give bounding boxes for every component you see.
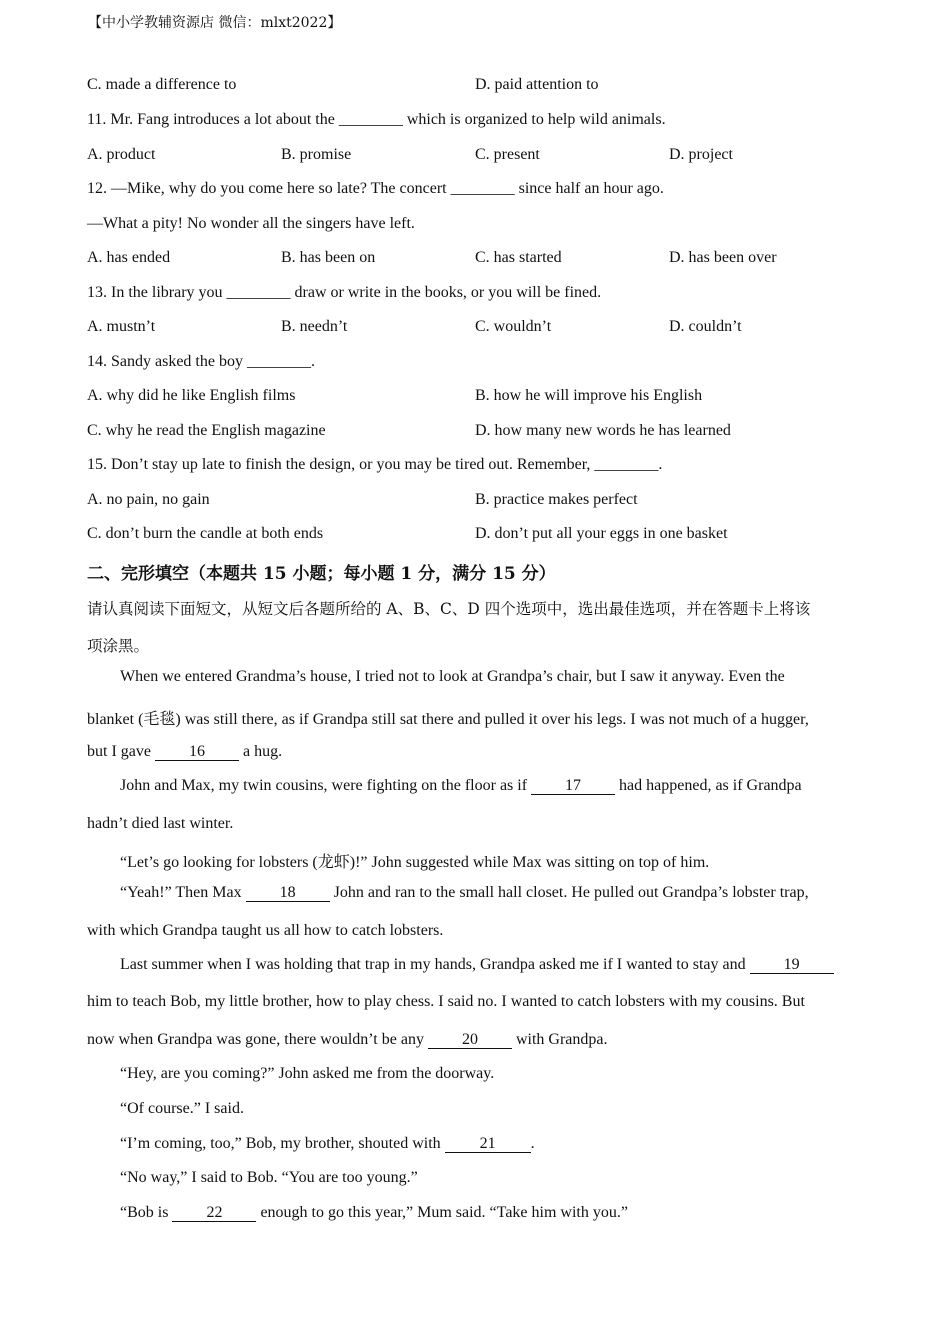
q11-option-a: A. product — [87, 146, 156, 163]
q12-option-d: D. has been over — [669, 249, 777, 266]
blank-18[interactable]: 18 — [246, 884, 330, 902]
q15-option-d: D. don’t put all your eggs in one basket — [475, 525, 728, 542]
passage-text: Last summer when I was holding that trap in my hands, Grandpa asked me if I wanted to stay and — [120, 956, 750, 973]
section-title: 二、完形填空（本题共 15 小题；每小题 1 分，满分 15 分） — [87, 564, 556, 584]
q11-option-c: C. present — [475, 146, 540, 163]
q14-option-b: B. how he will improve his English — [475, 387, 703, 404]
q13-option-c: C. wouldn’t — [475, 318, 552, 335]
q11-option-d: D. project — [669, 146, 733, 163]
passage-text: now when Grandpa was gone, there wouldn’t be any — [87, 1031, 428, 1048]
q14-option-c: C. why he read the English magazine — [87, 422, 326, 439]
passage-p9: “No way,” I said to Bob. “You are too young.” — [120, 1169, 418, 1186]
passage-text: “Bob is — [120, 1204, 173, 1221]
blank-21[interactable]: 21 — [445, 1135, 531, 1153]
q13-option-a: A. mustn’t — [87, 318, 156, 335]
passage-p1-line3 — [87, 743, 867, 761]
passage-p1-line1: When we entered Grandma’s house, I tried not to look at Grandpa’s chair, but I saw it anyway. Even the — [120, 668, 785, 685]
passage-text: . — [530, 1135, 535, 1152]
blank-17[interactable]: 17 — [531, 777, 615, 795]
q15-option-a: A. no pain, no gain — [87, 491, 210, 508]
passage-p7: “Of course.” I said. — [120, 1100, 244, 1117]
passage-p1-line2: blanket (毛毯) was still there, as if Grandpa still sat there and pulled it over his legs. I was not much of a hugger, — [87, 711, 809, 728]
passage-p6: “Hey, are you coming?” John asked me from the doorway. — [120, 1065, 495, 1082]
q15-option-b: B. practice makes perfect — [475, 491, 638, 508]
q11-option-b: B. promise — [281, 146, 352, 163]
passage-text: “I’m coming, too,” Bob, my brother, shouted with — [120, 1135, 445, 1152]
q14-stem: 14. Sandy asked the boy ________. — [87, 353, 315, 370]
q14-option-d: D. how many new words he has learned — [475, 422, 731, 439]
q15-option-c: C. don’t burn the candle at both ends — [87, 525, 324, 542]
passage-text: enough to go this year,” Mum said. “Take him with you.” — [256, 1204, 628, 1221]
page-header: 【中小学教辅资源店 微信：mlxt2022】 — [88, 15, 342, 31]
passage-p8 — [120, 1135, 900, 1153]
passage-p4-line2: with which Grandpa taught us all how to catch lobsters. — [87, 922, 444, 939]
q10-option-d: D. paid attention to — [475, 76, 599, 93]
passage-p4-line1 — [120, 884, 900, 902]
passage-p2-line2: hadn’t died last winter. — [87, 815, 234, 832]
passage-p5-line1 — [120, 956, 900, 974]
blank-20[interactable]: 20 — [428, 1031, 512, 1049]
q12-option-b: B. has been on — [281, 249, 376, 266]
passage-text: but I gave — [87, 743, 155, 760]
q13-option-b: B. needn’t — [281, 318, 348, 335]
passage-p10 — [120, 1204, 900, 1222]
passage-text: John and ran to the small hall closet. He pulled out Grandpa’s lobster trap, — [329, 884, 809, 901]
passage-text: “Yeah!” Then Max — [120, 884, 246, 901]
q14-option-a: A. why did he like English films — [87, 387, 296, 404]
passage-text: with Grandpa. — [511, 1031, 608, 1048]
q11-stem: 11. Mr. Fang introduces a lot about the ________ which is organized to help wild animals. — [87, 111, 666, 128]
passage-p5-line2: him to teach Bob, my little brother, how to play chess. I said no. I wanted to catch lobsters with my cousins. But — [87, 993, 805, 1010]
passage-text: a hug. — [238, 743, 283, 760]
passage-p3: “Let’s go looking for lobsters (龙虾)!” John suggested while Max was sitting on top of him. — [120, 854, 710, 871]
q12-stem: 12. —Mike, why do you come here so late? The concert ________ since half an hour ago. — [87, 180, 664, 197]
q12-stem-reply: —What a pity! No wonder all the singers have left. — [87, 215, 415, 232]
q13-stem: 13. In the library you ________ draw or write in the books, or you will be fined. — [87, 284, 602, 301]
passage-text: had happened, as if Grandpa — [615, 777, 802, 794]
q12-option-a: A. has ended — [87, 249, 171, 266]
q12-option-c: C. has started — [475, 249, 562, 266]
q15-stem: 15. Don’t stay up late to finish the design, or you may be tired out. Remember, ________. — [87, 456, 663, 473]
passage-p2-line1 — [120, 777, 900, 795]
q13-option-d: D. couldn’t — [669, 318, 742, 335]
q10-option-c: C. made a difference to — [87, 76, 237, 93]
blank-16[interactable]: 16 — [155, 743, 239, 761]
section-instruction: 请认真阅读下面短文，从短文后各题所给的 A、B、C、D 四个选项中，选出最佳选项，并在答题卡上将该 — [87, 600, 811, 618]
passage-text: John and Max, my twin cousins, were fighting on the floor as if — [120, 777, 532, 794]
section-instruction-cont: 项涂黑。 — [87, 637, 150, 655]
blank-19[interactable]: 19 — [750, 956, 834, 974]
blank-22[interactable]: 22 — [172, 1204, 256, 1222]
passage-p5-line3 — [87, 1031, 867, 1049]
